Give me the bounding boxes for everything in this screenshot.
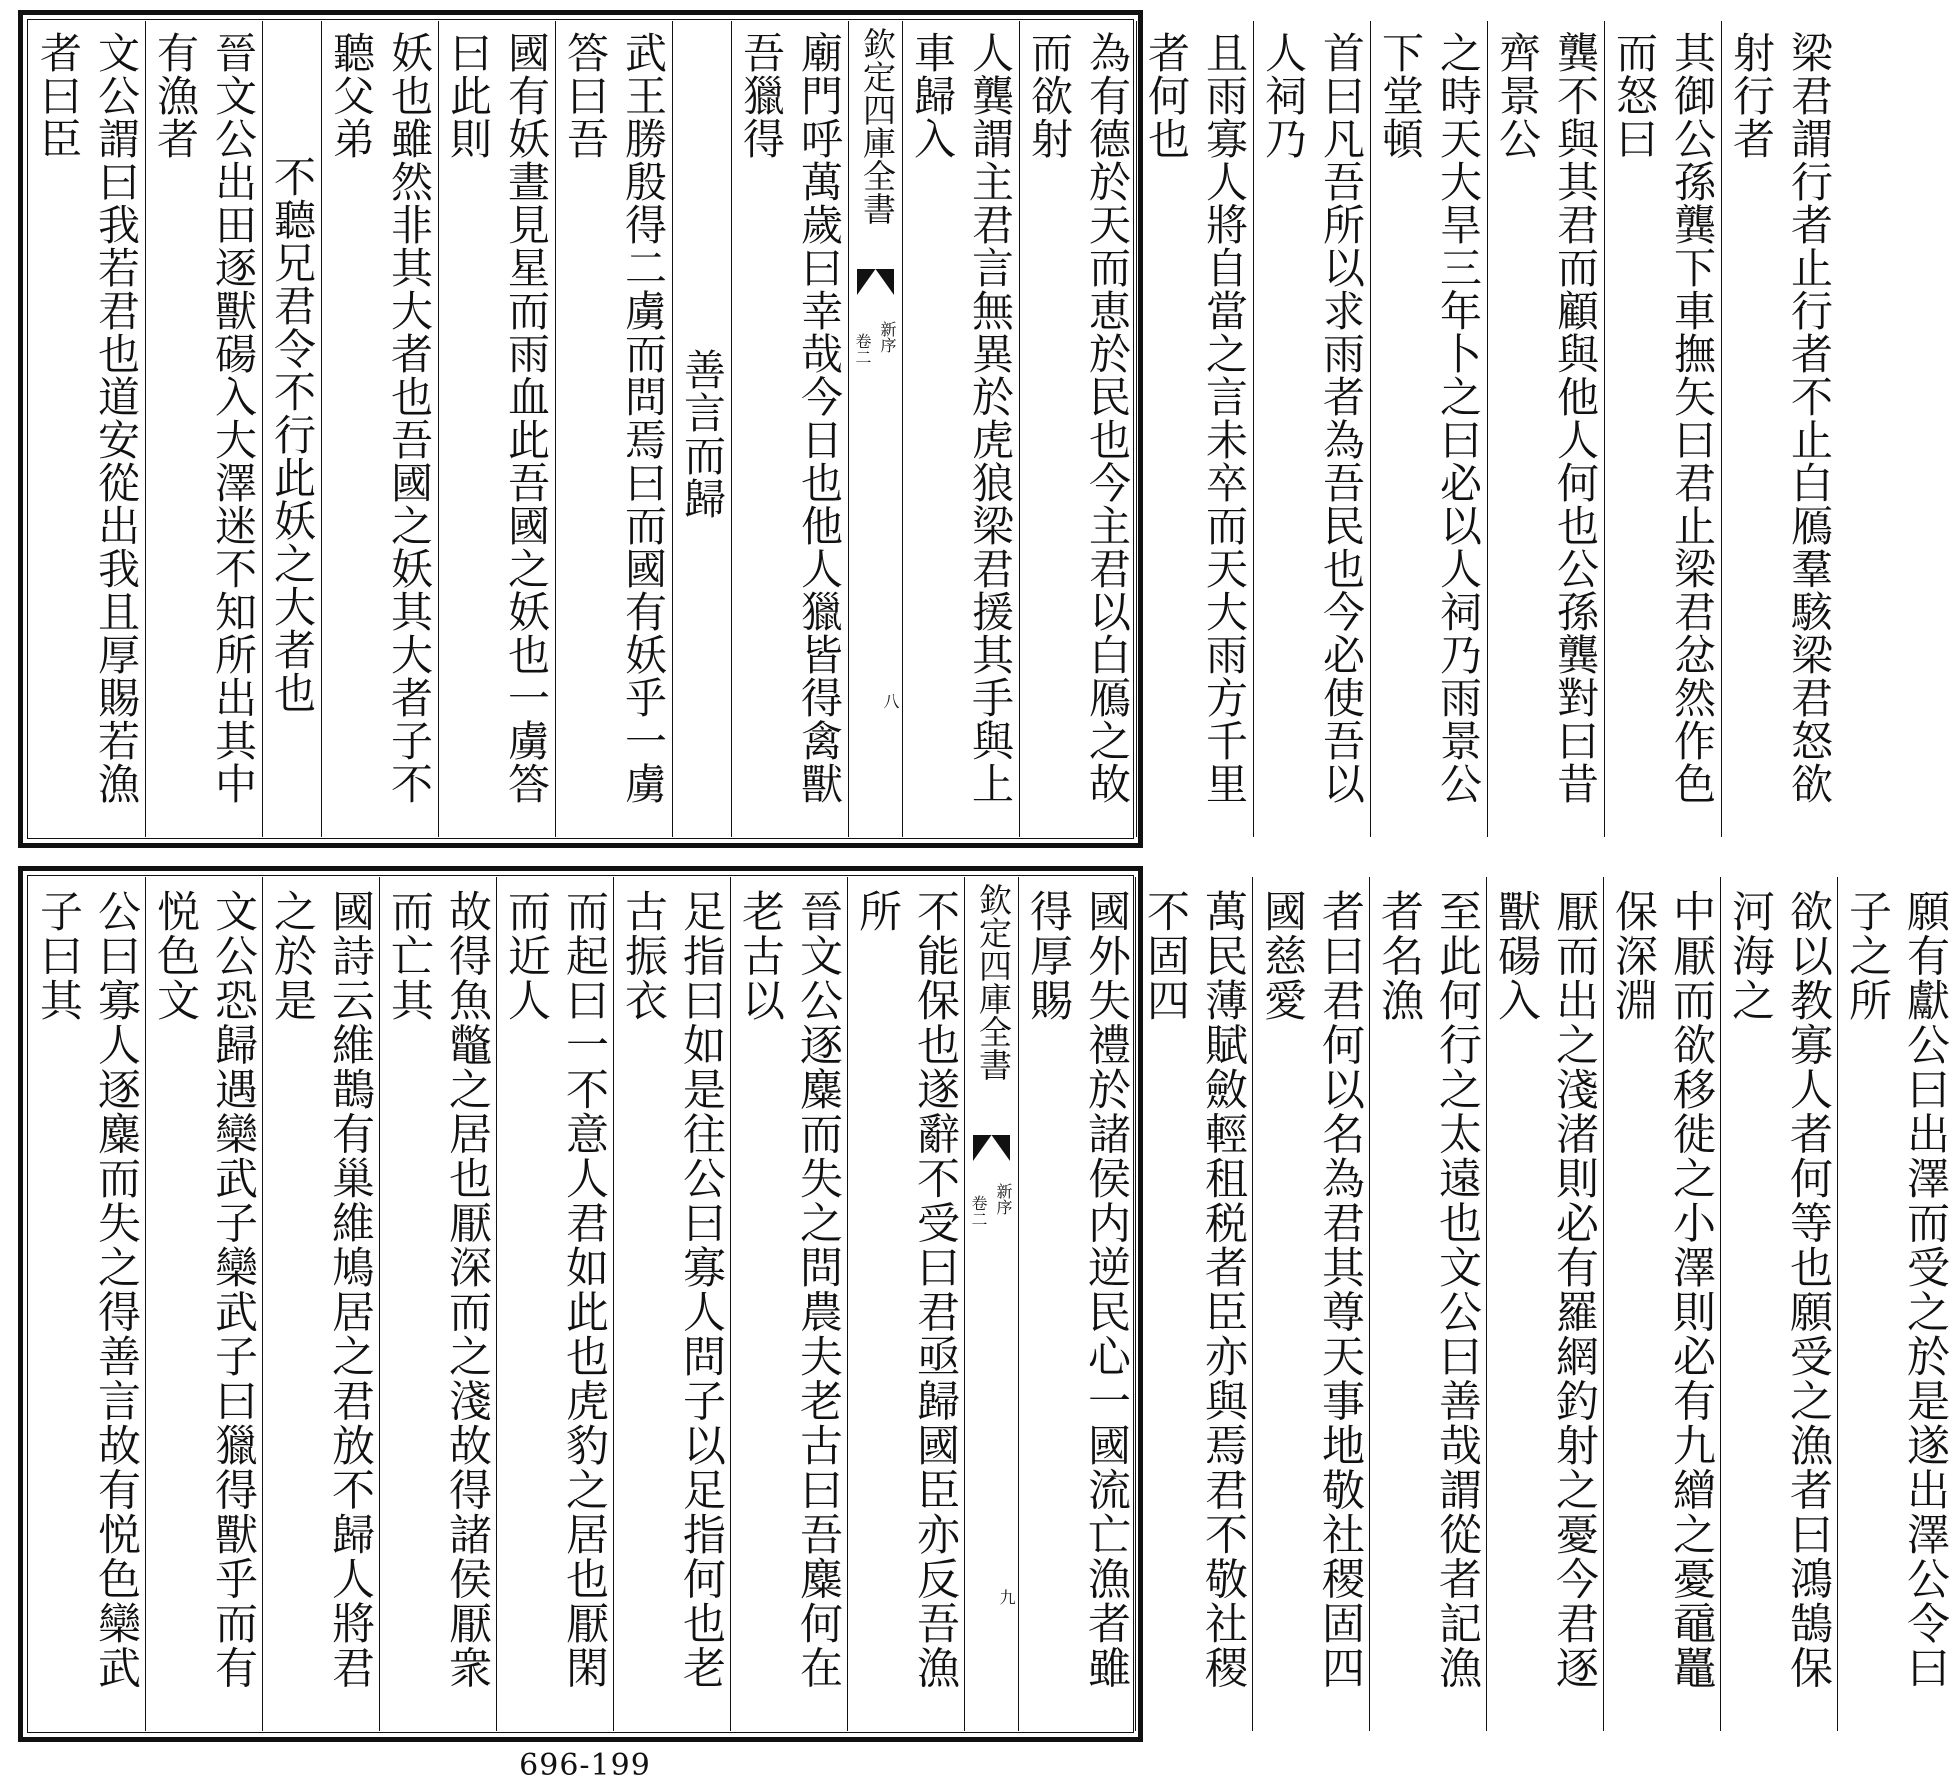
book-section: 新序: [994, 1183, 1013, 1215]
center-fold-column: [964, 877, 1018, 1731]
text-column: 之時天大旱三年卜之曰必以人祠乃雨景公下堂頓: [1370, 21, 1487, 837]
text-column: 善言而歸: [672, 21, 731, 837]
text-column: 且雨寡人將自當之言未卒而天大雨方千里者何也: [1136, 21, 1253, 837]
text-column: 厭而出之淺渚則必有羅網釣射之憂今君逐獸碭入: [1486, 877, 1603, 1731]
lower-page-columns: [29, 877, 1950, 1731]
text-column: 國詩云維鵲有巢維鳩居之君放不歸人將君之於是: [262, 877, 379, 1731]
book-title: 欽定四庫全書: [974, 883, 1013, 1081]
text-column: 國外失禮於諸侯内逆民心一國流亡漁者雖得厚賜: [1018, 877, 1135, 1731]
text-column: 中厭而欲移徙之小澤則必有九繒之憂黿鼉保深淵: [1603, 877, 1720, 1731]
text-column: 武王勝殷得二虜而問焉曰而國有妖乎一虜答曰吾: [555, 21, 672, 837]
volume-number: 卷二: [853, 333, 872, 365]
text-column: 龔不與其君而顧與他人何也公孫龔對曰昔齊景公: [1487, 21, 1604, 837]
text-column: 其御公孫龔下車撫矢曰君止梁君忿然作色而怒曰: [1604, 21, 1721, 837]
text-column: 不聽兄君令不行此妖之大者也: [262, 21, 321, 837]
fish-tail-mark-icon: [857, 269, 894, 295]
book-section: 新序: [878, 321, 897, 353]
text-column: 至此何行之太遠也文公曰善哉謂從者記漁者名漁: [1369, 877, 1486, 1731]
text-column: 人龔謂主君言無異於虎狼梁君援其手與上車歸入: [902, 21, 1019, 837]
text-column: 首曰凡吾所以求雨者為吾民也今必使吾以人祠乃: [1253, 21, 1370, 837]
text-column: 者曰君何以名為君其尊天事地敬社稷固四國慈愛: [1252, 877, 1369, 1731]
upper-page-columns: [29, 21, 1834, 837]
text-column: 足指曰如是往公曰寡人問子以足指何也老古振衣: [613, 877, 730, 1731]
text-column: 公曰寡人逐麋而失之得善言故有悦色欒武子曰其: [33, 889, 141, 1690]
text-column: 梁君謂行者止行者不止白鴈羣駭梁君怒欲射行者: [1721, 21, 1838, 837]
text-column: 萬民薄賦斂輕租税者臣亦與焉君不敬社稷不固四: [1135, 877, 1252, 1731]
text-column: 故得魚鼈之居也厭深而之淺故得諸侯厭衆而亡其: [379, 877, 496, 1731]
book-title: 欽定四庫全書: [858, 27, 897, 225]
text-column: 國有妖晝見星而雨血此吾國之妖也一虜答曰此則: [438, 21, 555, 837]
fish-tail-mark-icon: [973, 1135, 1010, 1161]
folio-number: 八: [881, 693, 900, 709]
text-column: 為有德於天而恵於民也今主君以白鴈之故而欲射: [1019, 21, 1136, 837]
text-column: 文公恐歸遇欒武子欒武子曰獵得獸乎而有悦色文: [145, 877, 262, 1731]
catalog-page-number: 696-199: [519, 1748, 651, 1783]
text-column: 不能保也遂辭不受曰君亟歸國臣亦反吾漁所: [847, 877, 964, 1731]
text-column: 文公謂曰我若君也道安從出我且厚賜若漁者曰臣: [34, 31, 141, 805]
text-column: 廟門呼萬歲曰幸哉今日也他人獵皆得禽獸吾獵得: [731, 21, 848, 837]
text-column: 而起曰一不意人君如此也虎豹之居也厭閑而近人: [496, 877, 613, 1731]
text-column: 願有獻公曰出澤而受之於是遂出澤公令曰子之所: [1837, 877, 1954, 1731]
upper-page: [18, 10, 1834, 848]
text-column: 晉文公出田逐獸碭入大澤迷不知所出其中有漁者: [145, 21, 262, 837]
text-column: 欲以教寡人者何等也願受之漁者曰鴻鵠保河海之: [1720, 877, 1837, 1731]
lower-page: [18, 866, 1950, 1742]
text-column: 晉文公逐麋而失之問農夫老古曰吾麋何在老古以: [730, 877, 847, 1731]
center-fold-column: [848, 21, 902, 837]
text-column: 妖也雖然非其大者也吾國之妖其大者子不聽父弟: [321, 21, 438, 837]
folio-number: 九: [997, 1589, 1016, 1605]
volume-number: 卷二: [969, 1195, 988, 1227]
